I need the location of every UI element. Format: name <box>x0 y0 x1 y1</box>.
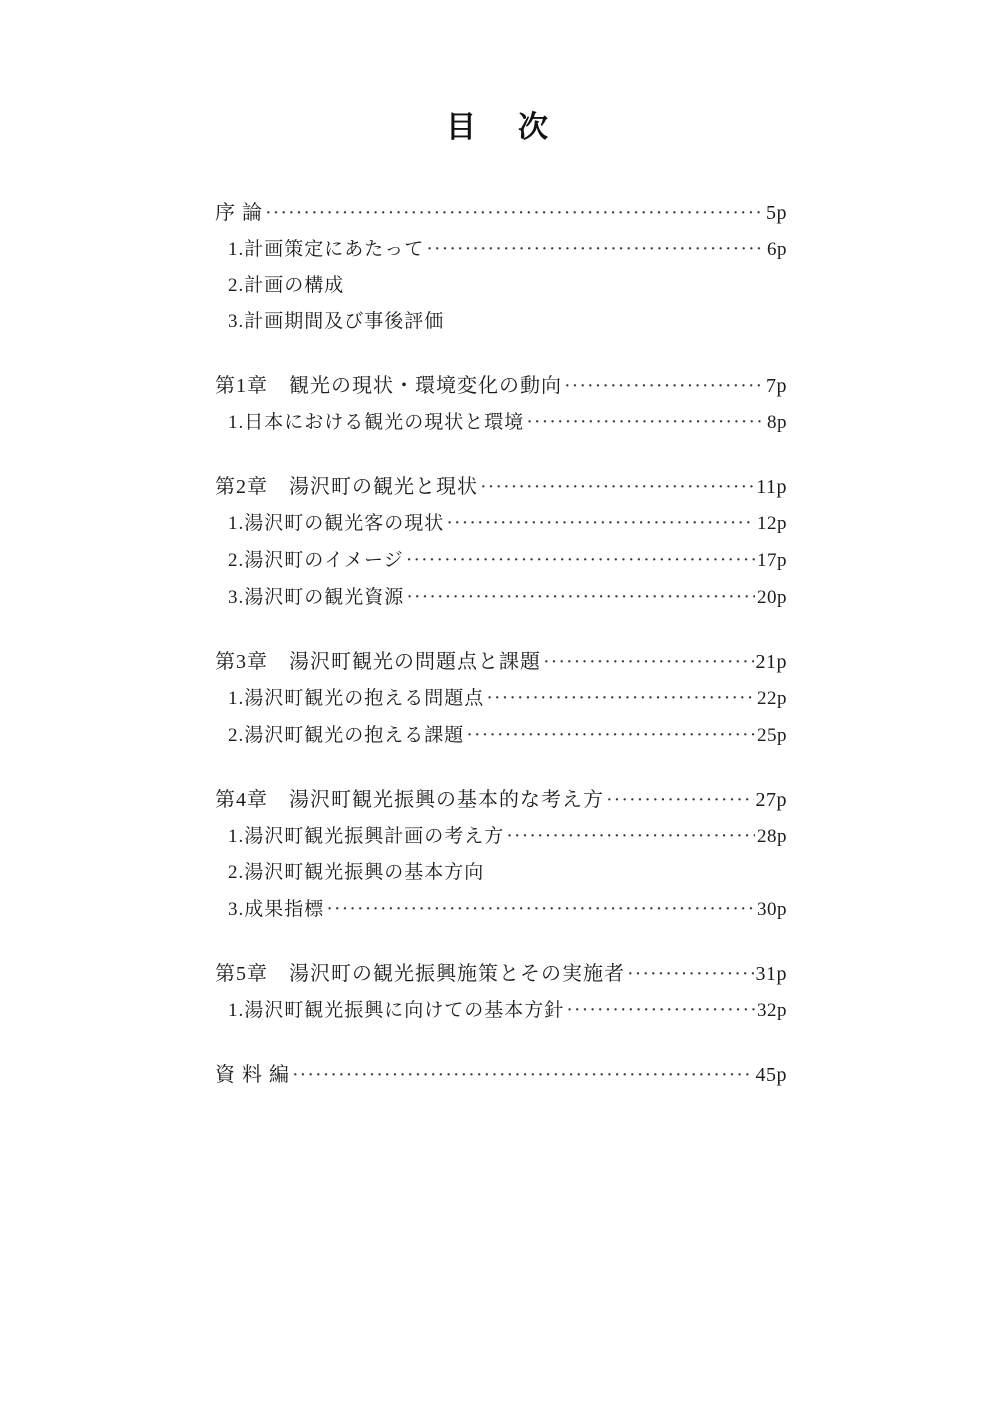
toc-entry <box>228 686 787 711</box>
toc-entry-label: 1.湯沢町観光の抱える問題点 <box>228 688 485 709</box>
toc-entry <box>228 897 787 922</box>
toc-entry <box>228 410 787 435</box>
toc-entry-label: 1.湯沢町観光振興に向けての基本方針 <box>228 1000 565 1021</box>
dot-leader <box>292 1063 754 1087</box>
toc-entry-label: 3.計画期間及び事後評価 <box>228 311 445 332</box>
toc-entry-page: 22p <box>757 688 787 709</box>
toc-entry-page: 45p <box>755 1064 787 1086</box>
dot-leader <box>506 824 755 848</box>
toc-entry <box>228 723 787 748</box>
toc-entry-label: 2.計画の構成 <box>228 275 345 296</box>
toc-entry <box>215 201 787 225</box>
toc-section-chapter5 <box>215 962 787 1023</box>
toc-entry-page: 11p <box>756 476 787 498</box>
toc-entry <box>228 548 787 573</box>
toc-entry-label: 第2章 湯沢町の観光と現状 <box>215 476 478 498</box>
toc-entry-page: 32p <box>757 1000 787 1021</box>
dot-leader <box>426 237 765 261</box>
toc-entry-page: 12p <box>757 513 787 534</box>
dot-leader <box>564 374 764 398</box>
dot-leader <box>627 962 754 986</box>
toc-entry-label: 1.湯沢町の観光客の現状 <box>228 513 445 534</box>
toc-entry-label: 3.湯沢町の観光資源 <box>228 587 405 608</box>
toc-entry-label: 1.計画策定にあたって <box>228 239 425 260</box>
toc-section-chapter1 <box>215 374 787 435</box>
toc-entry-page: 28p <box>757 826 787 847</box>
toc-section-chapter4 <box>215 788 787 922</box>
toc-section-appendix <box>215 1063 787 1087</box>
page-title: 目 次 <box>446 110 554 145</box>
dot-leader <box>406 585 755 609</box>
toc-entry <box>228 274 787 298</box>
toc-entry <box>228 998 787 1023</box>
toc-entry <box>215 374 787 398</box>
toc-entry <box>228 861 787 885</box>
toc-entry-label: 2.湯沢町観光の抱える課題 <box>228 725 465 746</box>
toc-entry <box>215 962 787 986</box>
toc-entry <box>228 310 787 334</box>
toc-entry-page: 6p <box>767 239 787 260</box>
toc-entry-label: 序 論 <box>215 202 263 224</box>
toc-entry-page: 27p <box>755 789 787 811</box>
toc-entry-label: 第3章 湯沢町観光の問題点と課題 <box>215 651 541 673</box>
toc-section-chapter3 <box>215 650 787 748</box>
toc-entry-label: 1.湯沢町観光振興計画の考え方 <box>228 826 505 847</box>
toc-entry-page: 31p <box>755 963 787 985</box>
toc-entry-page: 20p <box>757 587 787 608</box>
toc-entry-label: 第1章 観光の現状・環境変化の動向 <box>215 375 562 397</box>
toc-entry <box>215 1063 787 1087</box>
toc-entry-page: 8p <box>767 412 787 433</box>
dot-leader <box>446 511 755 535</box>
toc-entry-label: 3.成果指標 <box>228 899 325 920</box>
dot-leader <box>265 201 764 225</box>
toc-entry-page: 30p <box>757 899 787 920</box>
toc-section-chapter2 <box>215 475 787 610</box>
dot-leader <box>566 998 755 1022</box>
toc-entry-page: 5p <box>766 202 787 224</box>
dot-leader <box>543 650 754 674</box>
toc-entry <box>215 475 787 499</box>
toc-entry-page: 21p <box>755 651 787 673</box>
toc-entry-label: 2.湯沢町のイメージ <box>228 550 404 571</box>
toc-entry <box>215 650 787 674</box>
toc-entry-page: 25p <box>757 725 787 746</box>
toc-entry-page: 17p <box>757 550 787 571</box>
dot-leader <box>606 788 754 812</box>
dot-leader <box>486 686 755 710</box>
toc-entry <box>228 237 787 262</box>
dot-leader <box>466 723 755 747</box>
dot-leader <box>326 897 755 921</box>
toc-entry-label: 資 料 編 <box>215 1064 290 1086</box>
toc-list <box>215 201 787 1087</box>
dot-leader <box>480 475 754 499</box>
toc-entry <box>228 511 787 536</box>
toc-entry <box>215 788 787 812</box>
dot-leader <box>526 410 765 434</box>
toc-entry-label: 2.湯沢町観光振興の基本方向 <box>228 862 485 883</box>
toc-entry <box>228 824 787 849</box>
toc-entry-label: 1.日本における観光の現状と環境 <box>228 412 525 433</box>
toc-entry <box>228 585 787 610</box>
toc-entry-label: 第4章 湯沢町観光振興の基本的な考え方 <box>215 789 604 811</box>
dot-leader <box>406 548 755 572</box>
toc-section-intro <box>215 201 787 334</box>
toc-entry-page: 7p <box>766 375 787 397</box>
toc-entry-label: 第5章 湯沢町の観光振興施策とその実施者 <box>215 963 625 985</box>
